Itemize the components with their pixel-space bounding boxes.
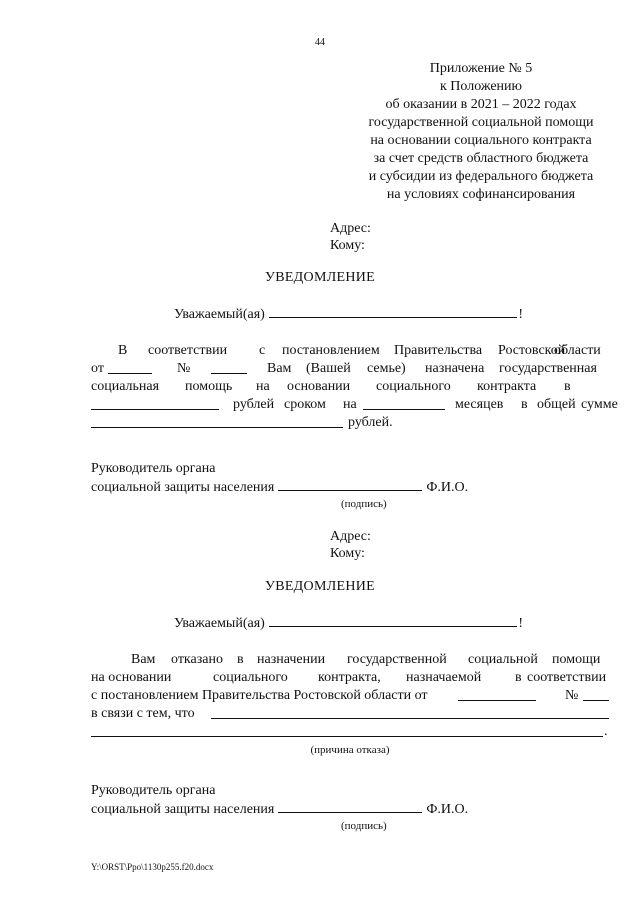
word: назначена — [425, 361, 485, 376]
number-blank — [211, 360, 247, 380]
appendix-line: об оказании в 2021 – 2022 годах — [385, 97, 577, 112]
word: В — [118, 343, 128, 358]
word: в — [237, 652, 244, 667]
word: назначении — [257, 652, 326, 667]
appendix-line: на основании социального контракта — [370, 133, 592, 148]
word: от — [91, 361, 104, 376]
to-label: Кому: — [330, 238, 365, 253]
word: Вам — [267, 361, 292, 376]
date-blank — [108, 360, 152, 380]
reason-blank-2 — [91, 723, 603, 743]
word: Ростовской — [498, 343, 566, 358]
notice2-greeting — [174, 614, 523, 632]
word: в — [564, 379, 571, 394]
word: на основании — [91, 670, 172, 685]
p4-text: в связи с тем, что — [91, 706, 195, 721]
body-line — [91, 723, 609, 741]
signature-line1: Руководитель органа — [91, 783, 216, 798]
recipient-name-blank — [269, 614, 517, 627]
greeting-label: Уважаемый(ая) — [174, 616, 265, 631]
word: с — [259, 343, 266, 358]
notice1-body — [91, 342, 618, 432]
word: месяцев — [455, 397, 504, 412]
signature-line2: социальной защиты населения — [91, 802, 275, 817]
p3-text: с постановлением Правительства Ростовской области от — [91, 688, 428, 703]
notice2-title: УВЕДОМЛЕНИЕ — [264, 579, 376, 594]
notice1-title: УВЕДОМЛЕНИЕ — [264, 270, 376, 285]
signature-caption: (подпись) — [341, 820, 387, 832]
appendix-line: и субсидии из федерального бюджета — [368, 169, 594, 184]
period: . — [604, 724, 608, 739]
body-line — [91, 414, 609, 432]
address-label: Адрес: — [330, 221, 371, 236]
total-blank — [91, 414, 343, 434]
word: помощь — [185, 379, 233, 394]
signature-blank — [278, 799, 422, 813]
word: контракта, — [318, 670, 381, 685]
address-label: Адрес: — [330, 529, 371, 544]
word: общей — [537, 397, 576, 412]
appendix-line: за счет средств областного бюджета — [373, 151, 589, 166]
body-line — [91, 360, 609, 378]
body-line — [91, 669, 609, 687]
months-blank — [363, 396, 445, 416]
word: постановлением — [282, 343, 380, 358]
number-sign: № — [565, 688, 579, 703]
appendix-line: на условиях софинансирования — [386, 187, 576, 202]
appendix-line: Приложение № 5 — [429, 61, 533, 76]
word: социального — [376, 379, 451, 394]
greeting-end: ! — [518, 307, 523, 322]
signature-fio: Ф.И.О. — [426, 480, 469, 495]
greeting-end: ! — [518, 616, 523, 631]
appendix-line: к Положению — [439, 79, 522, 94]
word: на — [256, 379, 270, 394]
word: помощи — [552, 652, 601, 667]
signature-blank — [278, 477, 422, 491]
word: контракта — [477, 379, 537, 394]
word: социального — [213, 670, 288, 685]
word: сумме — [581, 397, 618, 412]
date-blank — [458, 687, 536, 707]
greeting-label: Уважаемый(ая) — [174, 307, 265, 322]
signature-fio: Ф.И.О. — [426, 802, 469, 817]
body-line — [91, 705, 609, 723]
notice1-greeting — [174, 305, 523, 323]
appendix-header — [336, 60, 626, 204]
reason-blank — [211, 705, 609, 725]
notice2-signature — [91, 782, 468, 835]
recipient-name-blank — [269, 305, 517, 318]
word: рублей. — [348, 415, 393, 430]
signature-line2: социальной защиты населения — [91, 480, 275, 495]
appendix-line: государственной социальной помощи — [368, 115, 594, 130]
word: социальной — [468, 652, 538, 667]
word: в — [521, 397, 528, 412]
word: рублей — [233, 397, 275, 412]
amount-blank — [91, 396, 219, 416]
signature-caption: (подпись) — [341, 498, 387, 510]
word: Вам — [131, 652, 156, 667]
to-label: Кому: — [330, 546, 365, 561]
word: социальная — [91, 379, 160, 394]
word: сроком — [284, 397, 326, 412]
reason-caption: (причина отказа) — [310, 744, 390, 756]
page-number: 44 — [315, 37, 325, 48]
word: в — [515, 670, 522, 685]
word: области — [554, 343, 601, 358]
notice1-address-block — [330, 220, 371, 254]
word: на — [343, 397, 357, 412]
word: отказано — [171, 652, 223, 667]
notice2-body — [91, 651, 609, 759]
word: основании — [287, 379, 351, 394]
footer-file-path: Y:\ORST\Ppo\1130p255.f20.docx — [91, 862, 214, 872]
body-line — [91, 687, 609, 705]
word: назначаемой — [406, 670, 482, 685]
notice2-address-block — [330, 528, 371, 562]
body-line — [91, 651, 609, 669]
body-line — [91, 378, 609, 396]
word: государственной — [347, 652, 447, 667]
word: соответствии — [148, 343, 228, 358]
body-line — [91, 342, 609, 360]
word: (Вашей — [306, 361, 351, 376]
word: семье) — [367, 361, 406, 376]
notice1-signature — [91, 460, 468, 513]
word: соответствии — [527, 670, 607, 685]
word: Правительства — [394, 343, 483, 358]
word: государственная — [499, 361, 597, 376]
body-line — [91, 396, 618, 414]
number-blank — [583, 687, 609, 707]
signature-line1: Руководитель органа — [91, 461, 216, 476]
word: № — [177, 361, 191, 376]
